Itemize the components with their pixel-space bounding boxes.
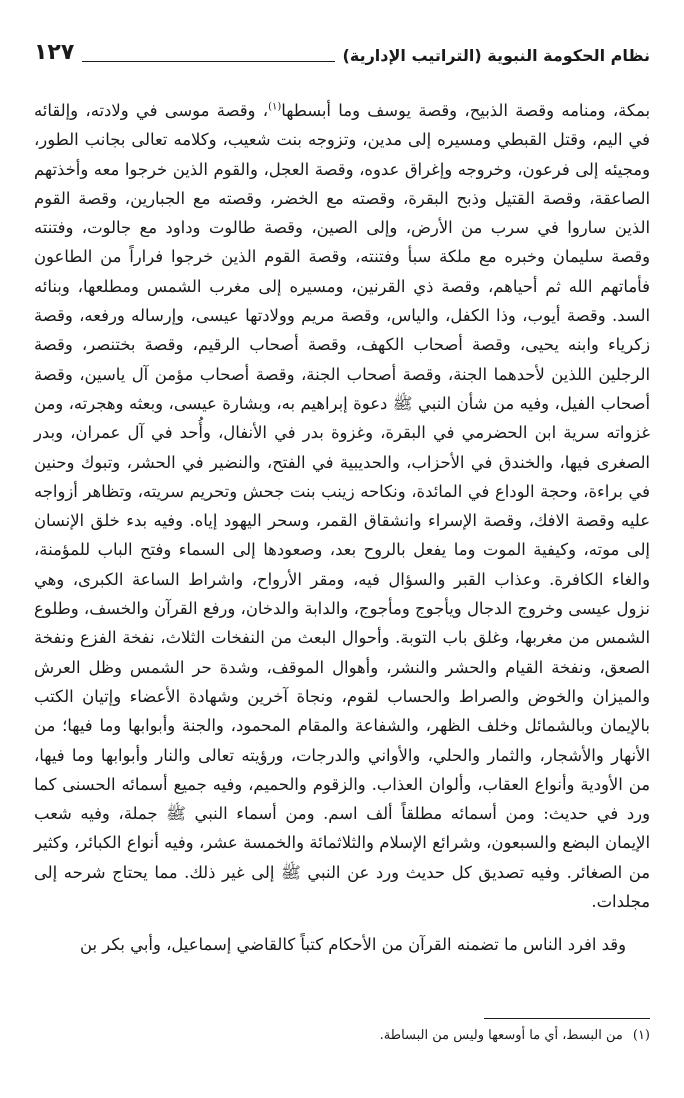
header-rule [82,61,334,62]
footnote-number: (١) [632,1028,650,1043]
paragraph-1 [34,96,650,916]
footnote [34,1026,650,1046]
paragraph-1-start: بمكة، ومنامه وقصة الذبيح، وقصة يوسف وما أبسطها [281,101,651,120]
footnote-reference: (١) [268,101,282,113]
paragraph-2: وقد افرد الناس ما تضمنه القرآن من الأحكام كتباً كالقاضي إسماعيل، وأبي بكر بن [80,935,626,955]
running-title: نظام الحكومة النبوية (التراتيب الإدارية) [342,46,650,65]
paragraph-1-rest: ، وقصة موسى في ولادته، وإلقائه في اليم، وقتل القبطي ومسيره إلى مدين، وتزوجه بنت شعيب، وكلامه تعالى بجانب الطور، ومجيئه إلى فرعون، وخروجه وإغراق عدوه، وقصة العجل، والقوم الذين خرجوا معه وأخذتهم الصاعقة، وقصة القتيل وذبح البقرة، وقصته مع الخضر، وقصته مع الجبارين، وقصة القوم الذين ساروا في سرب من الأرض، وإلى الصين، وقصة طالوت وداود مع جالوت، وفتنته وقصة سليمان وخبره مع ملكة سبأ وفتنته، وقصة القوم الذين خرجوا فراراً من الطاعون فأماتهم الله ثم أحياهم، وقصة ذي القرنين، ومسيره إلى مغرب الشمس ومطلعها، وبنائه السد. وقصة أيوب، وذا الكفل، والياس، وقصة مريم وولادتها عيسى، وإرساله ورفعه، وقصة زكرياء وابنه يحيى، وقصة أصحاب الكهف، وقصة أصحاب الرقيم، وقصة بختنصر، وقصة الرجلين اللذين لأحدهما الجنة، وقصة أصحاب الجنة، وقصة أصحاب مؤمن آل ياسين، وقصة أصحاب الفيل، وفيه من شأن النبي ﷺ دعوة إبراهيم به، وبشارة عيسى، وبعثه وهجرته، ومن غزواته سرية ابن الحضرمي في البقرة، وغزوة بدر في الأنفال، وأُحد في آل عمران، وبدر الصغرى فيها، والخندق في الأحزاب، والحديبية في الفتح، والنضير في الحشر، وتبوك وحنين في براءة، وحجة الوداع في المائدة، ونكاحه زينب بنت جحش وتحريم سريته، وتظاهر أزواجه عليه وقصة الافك، وقصة الإسراء وانشقاق القمر، وسحر اليهود إياه. وفيه بدء خلق الإنسان إلى موته، وكيفية الموت وما يفعل بالروح بعد، وصعودها إلى السماء وفتح الباب للمؤمنة، والغاء الكافرة. وعذاب القبر والسؤال فيه، ومقر الأرواح، واشراط الساعة الكبرى، وهي نزول عيسى وخروج الدجال ويأجوج ومأجوج، والدابة والدخان، ورفع القرآن والخسف، وطلوع الشمس من مغربها، وغلق باب التوبة. وأحوال البعث من النفخات الثلاث، نفخة الفزع ونفخة الصعق، ونفخة القيام والحشر والنشر، وأهوال الموقف، وشدة حر الشمس وظل العرش والميزان والخوض والصراط والحساب لقوم، ونجاة آخرين وشهادة الأعضاء وإتيان الكتب بالإيمان وبالشمائل وخلف الظهر، والشفاعة والمقام المحمود، والجنة وأبوابها وما فيها؛ من الأنهار والأشجار، والثمار والحلي، والأواني والدرجات، ورؤيته تعالى والنار وأبوابها وما فيها، من الأودية وأنواع العقاب، وألوان العذاب. والزقوم والحميم، وفيه جميع أسمائه الحسنى كما ورد في حديث: ومن أسمائه مطلقاً ألف اسم. ومن أسماء النبي ﷺ جملة، وفيه شعب الإيمان البضع والسبعون، وشرائع الإسلام والثلاثمائة والخمسة عشر، وفيه أنواع الكبائر، وكثير من الصغائر. وفيه تصديق كل حديث ورد عن النبي ﷺ إلى غير ذلك. مما يحتاج شرحه إلى مجلدات. [34,101,650,912]
page-number: ١٢٧ [34,40,75,65]
running-header [34,36,650,66]
main-text [34,96,650,960]
footnote-separator [484,1018,650,1019]
footnote-text: من البسط، أي ما أوسعها وليس من البساطة. [379,1028,623,1043]
